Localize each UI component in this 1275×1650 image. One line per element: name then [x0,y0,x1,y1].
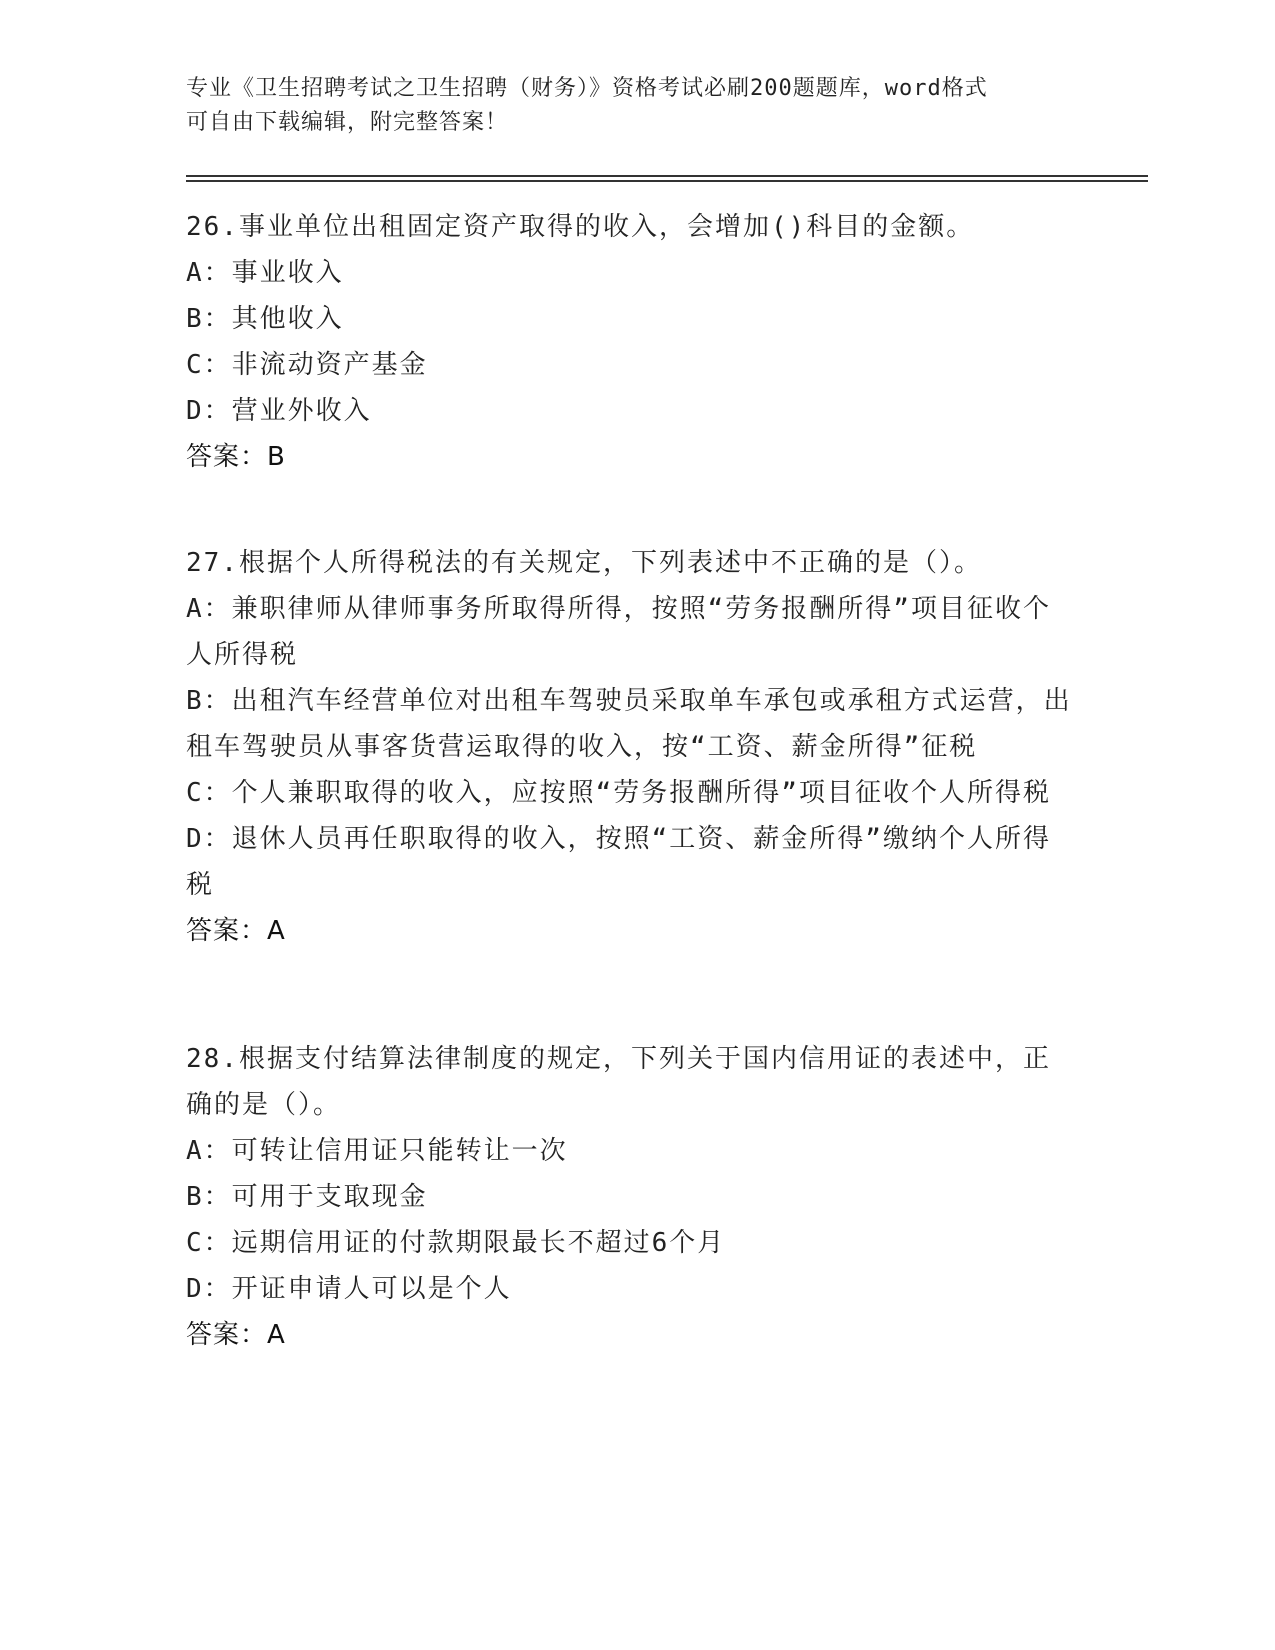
question-stem: 26.事业单位出租固定资产取得的收入，会增加()科目的金额。 [186,212,975,242]
header-divider-bottom [186,180,1148,182]
question-28 [186,1036,1076,1358]
option-d: D：营业外收入 [186,396,372,426]
option-c: C：远期信用证的付款期限最长不超过6个月 [186,1228,726,1258]
option-a: A：可转让信用证只能转让一次 [186,1136,568,1166]
option-a: A：兼职律师从律师事务所取得所得，按照“劳务报酬所得”项目征收个人所得税 [186,594,1051,670]
option-c: C：非流动资产基金 [186,350,428,380]
header-line-2: 可自由下载编辑，附完整答案！ [186,110,509,135]
option-d: D：开证申请人可以是个人 [186,1274,512,1304]
option-b: B：其他收入 [186,304,344,334]
option-b: B：可用于支取现金 [186,1182,428,1212]
answer: 答案：A [186,916,286,946]
answer: 答案：B [186,442,286,472]
option-a: A：事业收入 [186,258,344,288]
question-27 [186,540,1076,954]
option-c: C：个人兼职取得的收入，应按照“劳务报酬所得”项目征收个人所得税 [186,778,1051,808]
header-line-1: 专业《卫生招聘考试之卫生招聘（财务）》资格考试必刷200题题库，word格式 [186,76,988,101]
document-header [186,72,1066,140]
answer: 答案：A [186,1320,286,1350]
question-stem: 28.根据支付结算法律制度的规定，下列关于国内信用证的表述中，正确的是（）。 [186,1044,1051,1120]
header-divider-top [186,175,1148,177]
option-b: B：出租汽车经营单位对出租车驾驶员采取单车承包或承租方式运营，出租车驾驶员从事客货营运取得的收入，按“工资、薪金所得”征税 [186,686,1072,762]
option-d: D：退休人员再任职取得的收入，按照“工资、薪金所得”缴纳个人所得税 [186,824,1051,900]
question-stem: 27.根据个人所得税法的有关规定，下列表述中不正确的是（）。 [186,548,982,578]
question-26 [186,204,1076,480]
